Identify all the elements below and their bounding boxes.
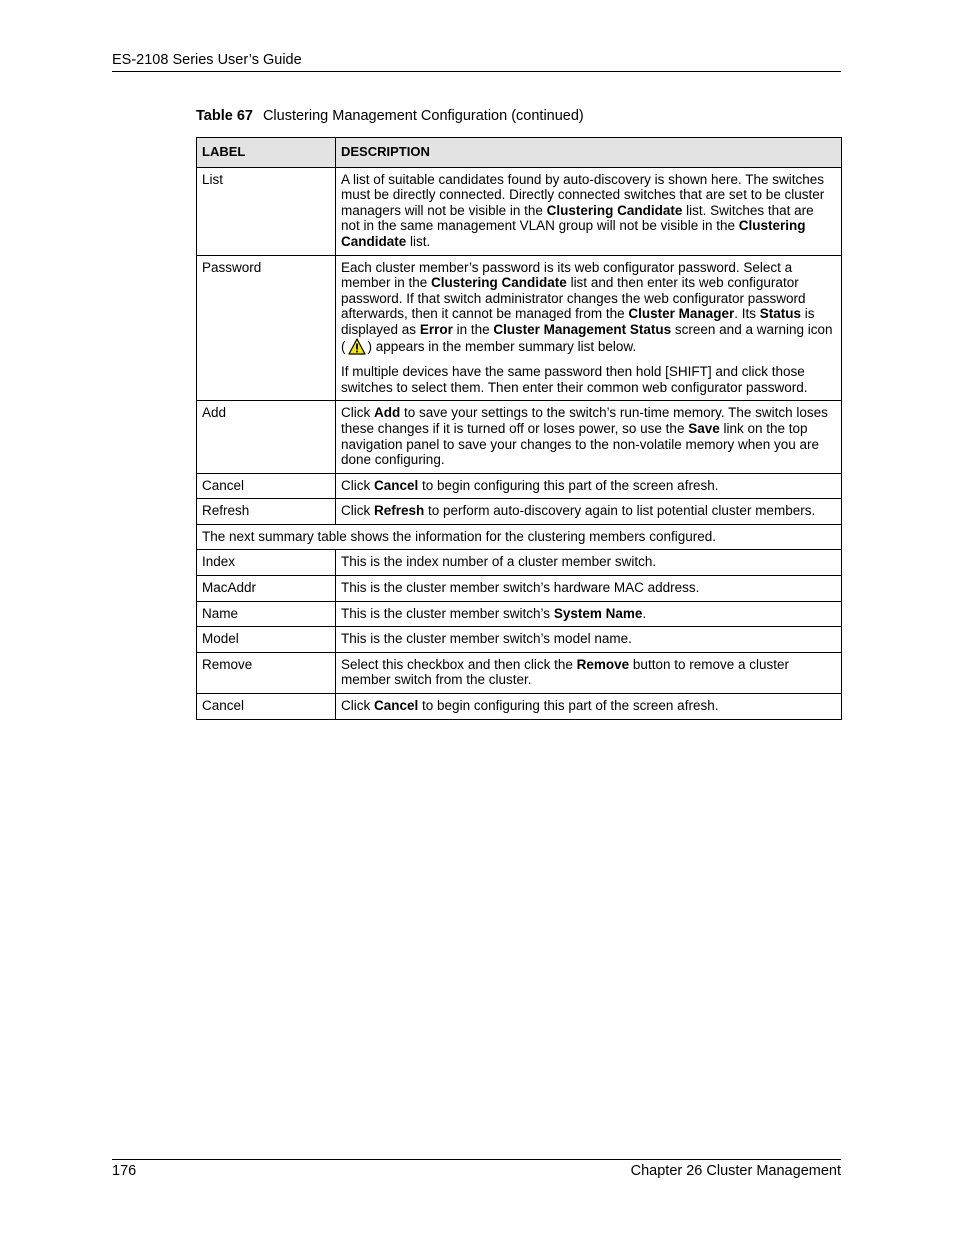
row-description: This is the cluster member switch’s hardware MAC address. bbox=[336, 576, 842, 602]
table-row bbox=[197, 401, 842, 473]
table-caption bbox=[196, 108, 584, 124]
row-description: Click Cancel to begin configuring this part of the screen afresh. bbox=[336, 473, 842, 499]
table-row bbox=[197, 601, 842, 627]
row-description: This is the cluster member switch’s model name. bbox=[336, 627, 842, 653]
row-label: Remove bbox=[197, 652, 336, 693]
row-description: Click Add to save your settings to the switch’s run-time memory. The switch loses these changes if it is turned off or loses power, so use the Save link on the top navigation panel to save your changes to the non-volatile memory when you are done configuring. bbox=[336, 401, 842, 473]
row-description: Each cluster member’s password is its web configurator password. Select a member in the Clustering Candidate list and then enter its web configurator password. If that switch administrator changes the web configurator password afterwards, then it cannot be managed from the Cluster Manager. Its Status is displayed as Error in the Cluster Management Status screen and a warning icon ( ) appears in the member summary list below. If multiple devices have the same password then hold [SHIFT] and click those switches to select them. Then enter their common web configurator password. bbox=[336, 255, 842, 401]
row-label: List bbox=[197, 167, 336, 255]
row-description: Click Cancel to begin configuring this part of the screen afresh. bbox=[336, 694, 842, 720]
row-label: Refresh bbox=[197, 499, 336, 525]
row-label: Index bbox=[197, 550, 336, 576]
table-row bbox=[197, 255, 842, 401]
row-label: Cancel bbox=[197, 694, 336, 720]
row-description: A list of suitable candidates found by auto-discovery is shown here. The switches must be directly connected. Directly connected switches that are set to be cluster managers will not be visible in the Clustering Candidate list. Switches that are not in the same management VLAN group will not be visible in the Clustering Candidate list. bbox=[336, 167, 842, 255]
clustering-config-table bbox=[196, 137, 842, 720]
col-description-header: DESCRIPTION bbox=[336, 138, 842, 168]
row-description: Click Refresh to perform auto-discovery again to list potential cluster members. bbox=[336, 499, 842, 525]
page-footer bbox=[112, 1159, 841, 1179]
row-label: Model bbox=[197, 627, 336, 653]
table-number: Table 67 bbox=[196, 108, 253, 124]
table-row bbox=[197, 652, 842, 693]
row-label: Add bbox=[197, 401, 336, 473]
table-title: Clustering Management Configuration (continued) bbox=[262, 108, 584, 124]
row-label: Cancel bbox=[197, 473, 336, 499]
warning-icon bbox=[348, 338, 366, 359]
summary-note-row bbox=[197, 524, 842, 550]
row-description: Select this checkbox and then click the Remove button to remove a cluster member switch from the cluster. bbox=[336, 652, 842, 693]
page-number: 176 bbox=[112, 1163, 137, 1179]
table-row bbox=[197, 473, 842, 499]
row-description: This is the index number of a cluster member switch. bbox=[336, 550, 842, 576]
table-row bbox=[197, 694, 842, 720]
table-row bbox=[197, 167, 842, 255]
table-row bbox=[197, 499, 842, 525]
chapter-title: Chapter 26 Cluster Management bbox=[630, 1163, 841, 1179]
table-row bbox=[197, 550, 842, 576]
table-header-row bbox=[197, 138, 842, 168]
col-label-header: LABEL bbox=[197, 138, 336, 168]
summary-note: The next summary table shows the information for the clustering members configured. bbox=[197, 524, 842, 550]
table-row bbox=[197, 576, 842, 602]
guide-title: ES-2108 Series User’s Guide bbox=[112, 52, 302, 68]
table-row bbox=[197, 627, 842, 653]
page-header bbox=[112, 52, 841, 72]
row-label: MacAddr bbox=[197, 576, 336, 602]
row-label: Name bbox=[197, 601, 336, 627]
row-description: This is the cluster member switch’s System Name. bbox=[336, 601, 842, 627]
row-label: Password bbox=[197, 255, 336, 401]
